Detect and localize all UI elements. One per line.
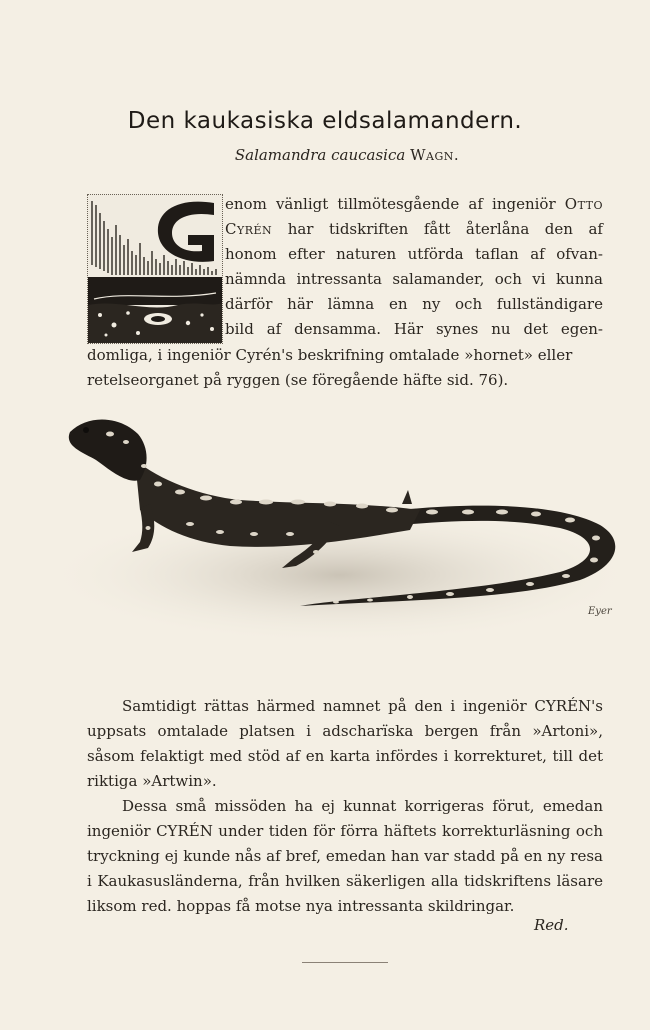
intro-word: ingeniör [492,195,556,213]
salamander-illustration [40,400,640,660]
intro-word: nu [491,320,511,338]
intro-word: naturen [336,245,397,263]
intro-word: nämnda [225,270,287,288]
intro-word: honom [225,245,277,263]
intro-word: lämna [327,295,375,313]
intro-word: vi [532,270,546,288]
intro-word: bild [225,320,254,338]
intro-word: efter [288,245,325,263]
intro-continuation-2: retelseorganet på ryggen (se föregående häfte sid. 76). [87,371,509,389]
intro-word: utförda [407,245,464,263]
intro-line-4 [225,267,603,292]
intro-word: kunna [555,270,603,288]
intro-word: salamander, [392,270,485,288]
paragraph-apology [87,794,603,919]
article-title: Den kaukasiska eldsalamandern. [127,108,523,134]
intro-word: egen- [560,320,603,338]
species-author: Wagn. [410,146,460,164]
editor-signature: Red. [534,916,569,934]
decorative-initial-art [88,195,222,343]
intro-word: Här [393,320,424,338]
intro-continuation-1: domliga, i ingeniör Cyrén's beskrifning omtalade »hornet» eller [87,346,573,364]
intro-word: ny [422,295,441,313]
intro-word: vänligt [275,195,329,213]
intro-word: därför [225,295,273,313]
decorative-initial [87,194,223,344]
intro-word: här [287,295,313,313]
intro-word: den [544,220,573,238]
intro-word: och [494,270,522,288]
salamander-drawing [40,400,640,660]
intro-word: återlåna [465,220,530,238]
intro-word: densamma. [294,320,382,338]
intro-word: en [388,295,408,313]
intro-word: Otto [564,195,603,213]
intro-word: taflan [475,245,519,263]
intro-word: och [455,295,483,313]
intro-line-2 [225,217,603,242]
intro-word: tidskriften [329,220,409,238]
intro-word: fått [423,220,451,238]
intro-word: af [266,320,282,338]
intro-line-6 [225,317,603,342]
intro-word: tillmötesgående [337,195,460,213]
artist-signature: Eyer [588,606,612,617]
intro-line-1 [225,192,603,217]
intro-word: har [287,220,314,238]
article-subtitle [0,146,650,164]
paragraph-text: Dessa små missöden ha ej kunnat korrigeras förut, emedan ingeniör CYRÉN under tiden för förra häftets korrekturläsning och tryckning ej kunde nås af bref, emedan han var stadd på en ny resa i Kaukasusländerna, från hvilken säkerligen alla tidskriftens läsare liksom red. hoppas få motse nya intressanta skildringar. [87,797,603,915]
intro-line-3 [225,242,603,267]
intro-word: af [530,245,545,263]
paragraph-text: Samtidigt rättas härmed namnet på den i ingeniör CYRÉN's uppsats omtalade platsen i adscharïska bergen från »Artoni», såsom felaktigt med stöd af en karta infördes i korrekturet, till det riktiga »Artwin». [87,697,603,790]
intro-word: af [588,220,603,238]
intro-word: enom [225,195,267,213]
intro-word: synes [435,320,479,338]
intro-word: ofvan- [556,245,603,263]
intro-word: det [523,320,548,338]
species-name: Salamandra caucasica [234,146,406,164]
intro-word: Cyrén [225,220,273,238]
intro-line-5 [225,292,603,317]
intro-word: intressanta [296,270,382,288]
page-divider [302,962,388,963]
paragraph-correction [87,694,603,794]
intro-word: af [468,195,483,213]
intro-word: fullständigare [496,295,603,313]
